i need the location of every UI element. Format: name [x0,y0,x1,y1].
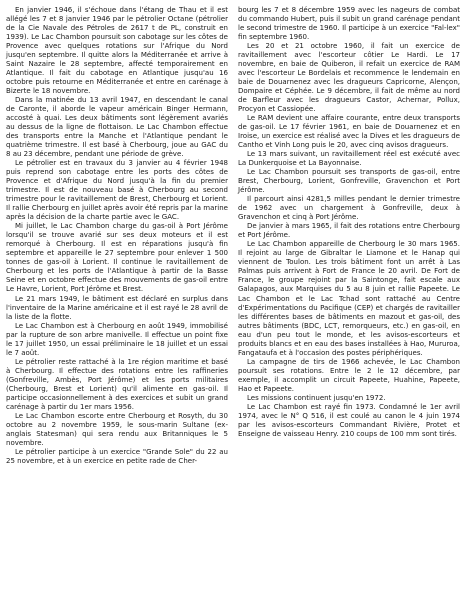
paragraph: En janvier 1946, il s'échoue dans l'étang de Thau et il est allégé les 7 et 8 janvier 1946 par le pétrolier Octane (pétrolier de la Cie Navale des Pétroles de 2617 t de PL, construit en 1939). Le Lac Chambon poursuit son cabotage sur les côtes de Provence avec quelques rotations sur l'Afrique du Nord jusqu'en septembre. Il quitte alors la Méditerranée et arrive à Saint Nazaire le 28 septembre, affecté temporairement en Atlantique. Il fait du cabotage en Atlantique jusqu'au 16 octobre puis retourne en Méditerranée et entre en carénage à Bizerte le 18 novembre. [6,5,228,96]
paragraph: Le 21 mars 1949, le bâtiment est déclaré en surplus dans l'inventaire de la Marine américaine et il est rayé le 28 avril de la liste de la flotte. [6,293,228,321]
paragraph: Le Lac Chambon poursuit ses transports de gas-oil, entre Brest, Cherbourg, Lorient, Gonfreville, Gravenchon et Port Jérôme. [238,167,460,195]
paragraph: La campagne de tirs de 1966 achevée, le Lac Chambon poursuit ses rotations. Entre le 2 le 12 décembre, par exemple, il accomplit un circuit Papeete, Huahine, Papeete, Hao et Papeete. [238,356,460,393]
paragraph: Le pétrolier est en travaux du 3 janvier au 4 février 1948 puis reprend son cabotage entre les ports des côtes de Provence et d'Afrique du Nord jusqu'à la fin du premier trimestre. Il est de nouveau basé à Cherbourg au second trimestre pour le ravitaillement de Brest, Cherbourg et Lorient. Il rallie Cherbourg en juillet après avoir été repris par la marine après la décision de la charte partie avec le GAC. [6,158,228,222]
paragraph: Mi juillet, le Lac Chambon charge du gas-oil à Port Jérôme lorsqu'il se trouve avarié sur ses deux moteurs et il est remorqué à Cherbourg. Il est en réparations jusqu'à fin septembre et appareille le 27 septembre pour enlever 1 500 tonnes de gas-oil à Lorient. Il continue le ravitaillement de Cherbourg et les ports de l'Atlantique à partir de la Basse Seine et en octobre effectue des mouvements de gas-oil entre Le Havre, Lorient, Port Jérôme et Brest. [6,221,228,294]
paragraph: Le pétrolier participe à un exercice "Grande Sole" du 22 au 25 novembre, et à un exercice en petite rade de Cher- [6,446,228,465]
paragraph: Le pétrolier reste rattaché à la 1re région maritime et basé à Cherbourg. Il effectue des rotations entre les raffineries (Gonfreville, Ambès, Port Jérôme) et les ports militaires (Cherbourg, Brest et Lorient) qu'il alimente en gas-oil. Il participe occasionnellement à des exercices et subit un grand carénage à partir du 1er mars 1956. [6,356,228,411]
paragraph: Les missions continuent jusqu'en 1972. [247,392,386,402]
paragraph: Il parcourt ainsi 4281,5 milles pendant le dernier trimestre de 1962 avec un chargement à Gonfreville, deux à Gravenchon et cinq à Port Jérôme. [238,194,460,222]
paragraph: Le Lac Chambon appareille de Cherbourg le 30 mars 1965. Il rejoint au large de Gibraltar le Liamone et le Hanap qui viennent de Toulon. Les trois bâtiment font un arrêt à Las Palmas puis arrivent à Fort de France le 20 avril. De Fort de France, le groupe rejoint par la Saintonge, fait escale aux Galapagos, aux Marquises du 5 au 8 juin et rallie Papeete. Le Lac Chambon et le Lac Tchad sont rattaché au Centre d'Expérimentations du Pacifique (CEP) et chargés de ravitailler les différentes bases de bâtiments en mazout et gas-oil, des autres bâtiments (BDC, LCT, remorqueurs, etc.) en gas-oil, en eau d'un peu tout le monde, et les avisos-escorteurs et produits blancs et en eau des bases installées à Hao, Mururoa, Fangataufa et à l'occasion des postes périphériques. [238,239,460,357]
paragraph: Dans la matinée du 13 avril 1947, en descendant le canal de Caronte, il aborde le vapeur américain Binger Hermann, accosté à quai. Les deux bâtiments sont légèrement avariés au dessus de la ligne de flottaison. Le Lac Chambon effectue des transports entre la Manche et l'Atlantique pendant le quatrième trimestre. Il est basé à Cherbourg, joue au GAC du 8 au 23 décembre, pendant une période de grève. [6,95,228,159]
paragraph: De janvier à mars 1965, il fait des rotations entre Cherbourg et Port Jérôme. [238,221,460,240]
paragraph: Les 20 et 21 octobre 1960, il fait un exercice de ravitaillement avec l'escorteur côtier Le Hardi. Le 17 novembre, en baie de Quiberon, il refait un exercice de RAM avec l'escorteur Le Bordelais et recommence le lendemain en baie de Douarnenez avec les dragueurs Capricorne, Alençon, Dompaire et Céphée. Le 9 décembre, il fait de même au nord de Barfleur avec les dragueurs Castor, Achernar, Pollux, Procyon et Cassiopée. [238,41,460,114]
paragraph: Le Lac Chambon est à Cherbourg en août 1949, immobilisé par la rupture de son arbre manivelle. Il effectue un point fixe le 17 juillet 1950, un essai préliminaire le 18 juillet et un essai le 7 août. [6,320,228,357]
paragraph: Le Lac Chambon est rayé fin 1973. Condamné le 1er avril 1974, avec le N° Q 516, il est coulé au canon le 4 juin 1974 par les avisos-escorteurs Commandant Rivière, Protet et Enseigne de vaisseau Henry. 210 coups de 100 mm sont tirés. [238,401,460,438]
paragraph: bourg les 7 et 8 décembre 1959 avec les nageurs de combat du commando Hubert, puis il subit un grand carénage pendant le second trimestre de 1960. Il participe à un exercice "Fal-lex" fin septembre 1960. [238,5,460,42]
paragraph: Le 13 mars suivant, un ravitaillement réel est exécuté avec La Dunkerquoise et La Bayonnaise. [238,149,460,168]
paragraph: Le RAM devient une affaire courante, entre deux transports de gas-oil. Le 17 février 1961, en baie de Douarnenez et en Iroise, un exercice est réalisé avec la Dives et les dragueurs de Cantho et Vinh Long puis le 20, avec cinq avisos dragueurs. [238,113,460,150]
left-text-column [6,5,228,591]
right-text-column [238,5,460,591]
paragraph: Le Lac Chambon escorte entre Cherbourg et Rosyth, du 30 octobre au 2 novembre 1959, le sous-marin Sultane (ex-anglais Statesman) qui sera rendu aux Britanniques le 5 novembre. [6,410,228,447]
